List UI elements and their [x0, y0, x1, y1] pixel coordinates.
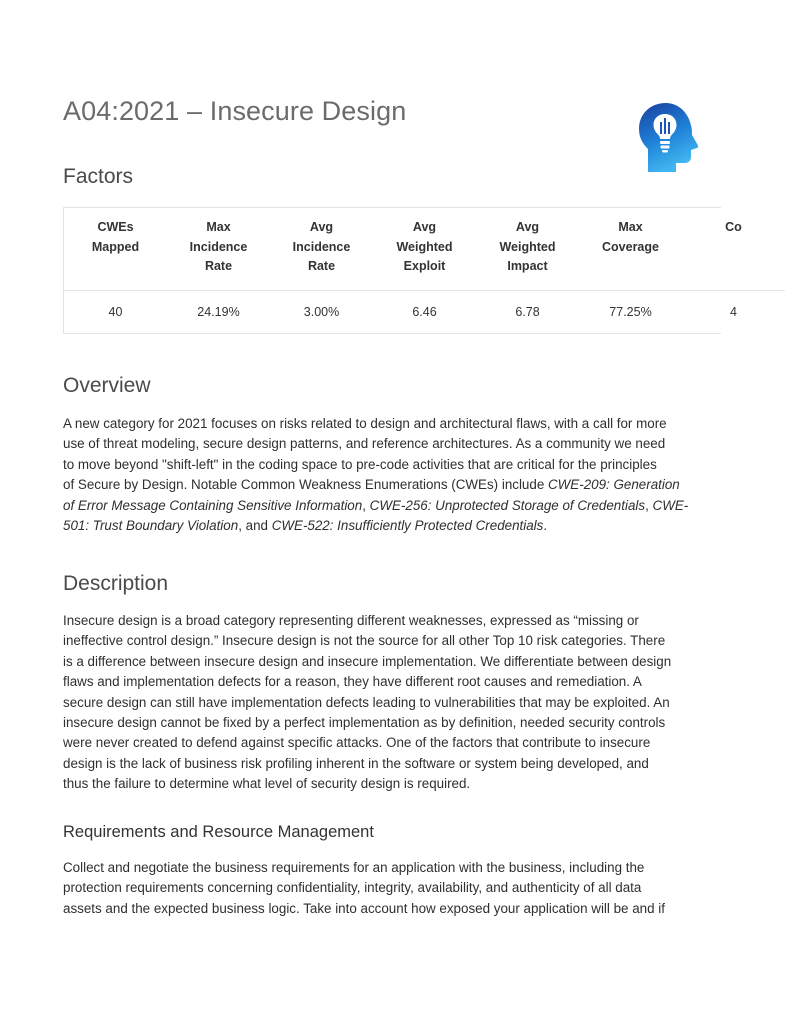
paragraph-line	[63, 652, 713, 672]
body-text: A new category for 2021 focuses on risks related to design and architectural flaws, with a call for more	[63, 416, 667, 431]
cell-cwes-mapped: 40	[108, 304, 123, 319]
paragraph-line	[63, 733, 713, 753]
paragraph-line	[63, 455, 713, 475]
paragraph-line	[63, 516, 713, 536]
paragraph-line	[63, 858, 713, 878]
paragraph-line	[63, 899, 713, 919]
body-text: assets and the expected business logic. Take into account how exposed your application will be and if	[63, 900, 665, 916]
body-text: Insecure design is a broad category representing different weaknesses, expressed as “missing or	[63, 613, 639, 628]
head-lightbulb-icon	[636, 100, 700, 174]
header-cwes-mapped	[64, 208, 167, 290]
cwe-reference-text: CWE-209: Generation	[548, 477, 680, 493]
paragraph-line	[63, 496, 713, 516]
cell-max-incidence-rate: 24.19%	[197, 304, 240, 319]
paragraph-line	[63, 774, 713, 794]
header-text: Incidence	[292, 239, 351, 254]
cwe-reference-text: CWE-	[652, 497, 689, 513]
cwe-reference-text: 501: Trust Boundary Violation	[63, 518, 239, 534]
requirements-paragraph	[63, 858, 713, 919]
header-text: Weighted	[396, 239, 453, 254]
cwe-reference-text: CWE-522: Insufficiently Protected Credentials	[271, 518, 544, 534]
header-avg-weighted-impact	[476, 208, 579, 290]
header-text: Avg	[309, 220, 334, 234]
header-text: Max	[206, 220, 231, 234]
paragraph-line	[63, 434, 713, 454]
description-heading: Description	[63, 572, 169, 595]
requirements-heading: Requirements and Resource Management	[63, 823, 374, 841]
table-header-row	[64, 208, 785, 290]
header-max-incidence-rate	[167, 208, 270, 290]
header-text: Rate	[307, 259, 336, 273]
header-text: Impact	[507, 259, 548, 273]
cell-truncated: 4	[730, 304, 737, 319]
body-text: Collect and negotiate the business requirements for an application with the business, including the	[63, 860, 645, 875]
cell-avg-weighted-impact: 6.78	[515, 304, 540, 319]
body-text: is a difference between insecure design and insecure implementation. We differentiate between design	[63, 653, 672, 669]
body-text: thus the failure to determine what level of security design is required.	[63, 776, 471, 792]
body-text: ineffective control design.” Insecure design is not the source for all other Top 10 risk categories. There	[63, 633, 666, 649]
paragraph-line	[63, 878, 713, 898]
cell-max-coverage: 77.25%	[609, 304, 652, 319]
header-text: Avg	[412, 220, 437, 234]
header-truncated	[682, 208, 785, 290]
header-text: Mapped	[91, 239, 140, 254]
header-text: Exploit	[403, 259, 446, 273]
paragraph-line	[63, 611, 713, 631]
paragraph-line	[63, 475, 713, 495]
body-text: to move beyond "shift-left" in the coding space to pre-code activities that are critical for the principles	[63, 456, 657, 472]
header-text: Avg	[515, 220, 540, 234]
header-avg-weighted-exploit	[373, 208, 476, 290]
header-max-coverage	[579, 208, 682, 290]
body-text: , and	[238, 518, 272, 534]
paragraph-line	[63, 631, 713, 651]
header-text: Weighted	[499, 239, 556, 254]
body-text: of Secure by Design. Notable Common Weakness Enumerations (CWEs) include	[63, 477, 548, 493]
body-text: design is the lack of business risk profiling inherent in the software or system being developed, and	[63, 755, 649, 771]
paragraph-line	[63, 754, 713, 774]
body-text: were never created to defend against specific attacks. One of the factors that contribute to insecure	[63, 735, 651, 751]
factors-table-container[interactable]	[63, 207, 742, 334]
body-text: protection requirements concerning confidentiality, integrity, availability, and authenticity of all data	[63, 880, 642, 896]
body-text: ,	[645, 497, 653, 513]
paragraph-line	[63, 713, 713, 733]
cwe-reference-text: CWE-256: Unprotected Storage of Credentials	[369, 497, 646, 513]
table-row	[64, 290, 785, 333]
body-text: secure design can still have implementation defects leading to vulnerabilities that may be exploited. An	[63, 694, 670, 710]
paragraph-line	[63, 414, 713, 434]
header-text: Co	[725, 220, 742, 234]
header-text: CWEs	[97, 220, 134, 234]
body-text: .	[543, 518, 548, 534]
overview-heading: Overview	[63, 374, 151, 397]
cell-avg-incidence-rate: 3.00%	[303, 304, 340, 319]
header-text: Coverage	[602, 239, 659, 254]
description-paragraph	[63, 611, 713, 795]
header-avg-incidence-rate	[270, 208, 373, 290]
header-text: Max	[618, 220, 643, 234]
body-text: flaws and implementation defects for a reason, they have different root causes and remediation. A	[63, 674, 642, 690]
header-text: Incidence	[189, 239, 248, 254]
overview-paragraph	[63, 414, 713, 536]
paragraph-line	[63, 672, 713, 692]
cell-avg-weighted-exploit: 6.46	[412, 304, 437, 319]
paragraph-line	[63, 693, 713, 713]
body-text: ,	[362, 497, 370, 513]
factors-heading: Factors	[63, 165, 134, 188]
header-text: Rate	[204, 259, 233, 273]
body-text: use of threat modeling, secure design patterns, and reference architectures. As a community we need	[63, 436, 666, 452]
factors-table	[64, 208, 785, 333]
body-text: insecure design cannot be fixed by a perfect implementation as by definition, needed security controls	[63, 715, 666, 731]
cwe-reference-text: of Error Message Containing Sensitive Information	[63, 497, 363, 513]
page-title: A04:2021 – Insecure Design	[63, 96, 407, 126]
